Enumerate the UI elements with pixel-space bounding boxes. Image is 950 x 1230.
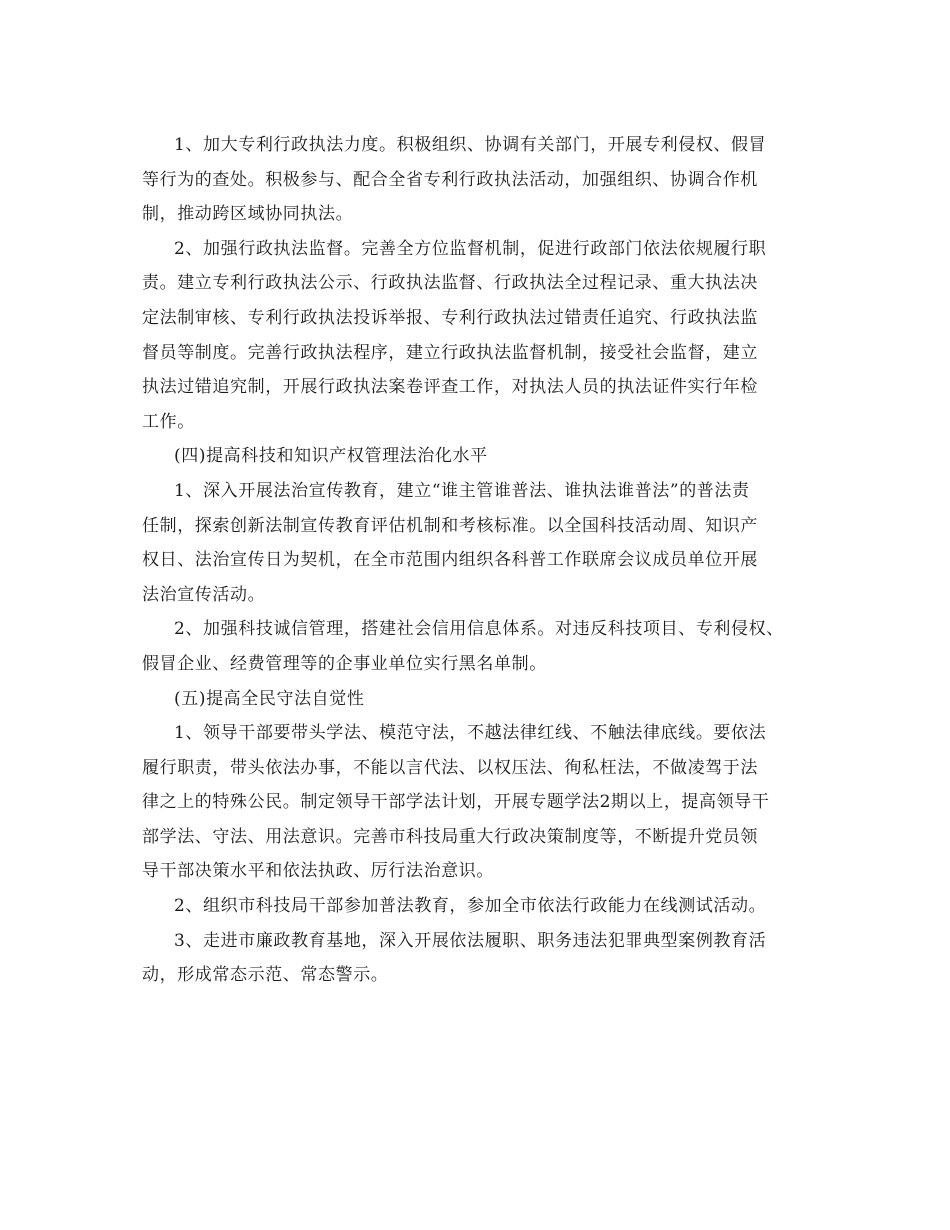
text-line: 假冒企业、经费管理等的企事业单位实行黑名单制。 — [142, 653, 547, 674]
text-line: 2、加强行政执法监督。完善全方位监督机制，促进行政部门依法依规履行职 — [174, 238, 767, 259]
text-line: 任制，探索创新法制宣传教育评估机制和考核标准。以全国科技活动周、知识产 — [142, 515, 758, 536]
text-line: 动，形成常态示范、常态警示。 — [142, 965, 389, 986]
text-line: 等行为的查处。积极参与、配合全省专利行政执法活动，加强组织、协调合作机 — [142, 169, 758, 190]
text-line: 法治宣传活动。 — [142, 584, 266, 605]
text-line: 1、领导干部要带头学法、模范守法，不越法律红线、不触法律底线。要依法 — [174, 723, 767, 744]
text-line: 执法过错追究制，开展行政执法案卷评查工作，对执法人员的执法证件实行年检 — [142, 377, 758, 398]
document-body — [142, 128, 822, 993]
text-line: 律之上的特殊公民。制定领导干部学法计划，开展专题学法2期以上，提高领导干 — [142, 792, 770, 813]
text-line: 定法制审核、专利行政执法投诉举报、专利行政执法过错责任追究、行政执法监 — [142, 307, 758, 328]
text-line: 权日、法治宣传日为契机，在全市范围内组织各科普工作联席会议成员单位开展 — [142, 550, 758, 571]
text-line: 1、深入开展法治宣传教育，建立“谁主管谁普法、谁执法谁普法”的普法责 — [174, 480, 750, 501]
text-line: 责。建立专利行政执法公示、行政执法监督、行政执法全过程记录、重大执法决 — [142, 273, 758, 294]
text-line: (五)提高全民守法自觉性 — [174, 688, 365, 709]
text-line: 制，推动跨区域协同执法。 — [142, 204, 354, 225]
text-line: 督员等制度。完善行政执法程序，建立行政执法监督机制，接受社会监督，建立 — [142, 342, 758, 363]
text-line: 工作。 — [142, 411, 195, 432]
text-line: 履行职责，带头依法办事，不能以言代法、以权压法、徇私枉法，不做凌驾于法 — [142, 757, 758, 778]
text-line: 2、加强科技诚信管理，搭建社会信用信息体系。对违反科技项目、专利侵权、 — [174, 619, 784, 640]
text-line: 部学法、守法、用法意识。完善市科技局重大行政决策制度等，不断提升党员领 — [142, 826, 758, 847]
text-line: (四)提高科技和知识产权管理法治化水平 — [174, 446, 488, 467]
text-line: 1、加大专利行政执法力度。积极组织、协调有关部门，开展专利侵权、假冒 — [174, 135, 767, 155]
text-line: 导干部决策水平和依法执政、厉行法治意识。 — [142, 861, 494, 882]
text-line: 3、走进市廉政教育基地，深入开展依法履职、职务违法犯罪典型案例教育活 — [174, 930, 767, 951]
text-line: 2、组织市科技局干部参加普法教育，参加全市依法行政能力在线测试活动。 — [174, 896, 767, 917]
